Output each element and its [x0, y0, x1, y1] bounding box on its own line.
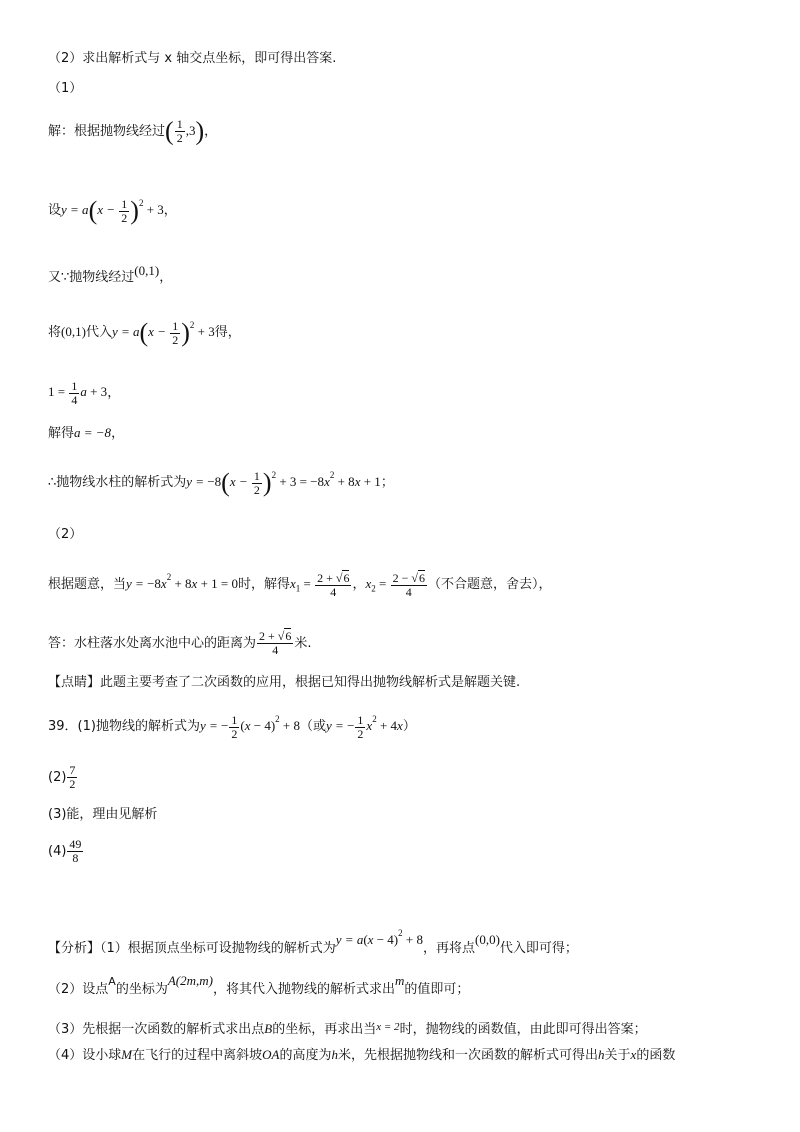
math: A(2m,m): [167, 973, 213, 988]
math: x: [630, 1047, 637, 1062]
text: 米，先根据抛物线和一次函数的解析式可得出: [338, 1048, 599, 1063]
text: 39．(1)抛物线的解析式为: [48, 719, 200, 734]
text: 又∵抛物线经过: [48, 270, 135, 285]
text: 的高度为: [279, 1048, 332, 1063]
text: (2): [48, 770, 67, 785]
math: (0,0): [474, 932, 500, 947]
text: 【分析】（1）根据顶点坐标可设抛物线的解析式为: [48, 941, 336, 956]
equation: y = a(x − $\frac{1}{2}$ )$^2$ + 3: [61, 196, 164, 226]
text-line: （1）: [48, 81, 83, 96]
text: ，: [163, 203, 177, 218]
text: （4）设小球: [48, 1048, 122, 1063]
equation: y = − $\frac{1}{2}$ $(x - 4)^2 + 8$: [199, 712, 300, 741]
text: 解：根据抛物线经过: [48, 124, 166, 139]
text-line: 【点睛】此题主要考查了二次函数的应用，根据已知得出抛物线解析式是解题关键.: [48, 675, 521, 690]
text-line: （2）求出解析式与 x 轴交点坐标，即可得出答案.: [48, 51, 337, 66]
text-line: [48, 764, 78, 791]
math: m: [394, 973, 405, 988]
math: M: [121, 1047, 133, 1062]
math: a = −8: [74, 425, 112, 440]
text: 得，: [214, 325, 241, 340]
text: 的坐标为: [115, 982, 168, 997]
text-line: [48, 710, 416, 741]
math: x = 2: [376, 1021, 400, 1033]
text-line: [48, 924, 578, 958]
math: A: [108, 975, 116, 988]
text-line: [48, 262, 172, 287]
text: 时，抛物线的函数值，由此即可得出答案；: [399, 1022, 647, 1037]
text: ）: [402, 719, 416, 734]
text: （不合题意，舍去），: [427, 577, 552, 592]
text: ，: [352, 577, 366, 592]
text-line: [48, 838, 84, 865]
text: 的函数: [636, 1048, 676, 1063]
text: ；: [380, 475, 394, 490]
text: ，: [204, 124, 218, 139]
equation: y = − $\frac{1}{2}$ $x^2 + 4x$: [326, 712, 403, 741]
text-line: [48, 466, 394, 497]
fraction: $\frac{2 + √6}{4}$: [259, 629, 292, 657]
text: 代入: [85, 325, 112, 340]
text: 解得: [48, 426, 75, 441]
equation: 1 = $\frac{1}{4}$ a + 3: [48, 379, 108, 407]
text: 根据题意，当: [48, 577, 127, 592]
text-line: [48, 1018, 647, 1039]
math: B: [264, 1021, 273, 1036]
text-line: [48, 380, 120, 407]
text: 在飞行的过程中离斜坡: [132, 1048, 263, 1063]
equation: $x_2$ = $\frac{2 - √6}{4}$: [365, 570, 425, 599]
text: 将: [48, 325, 62, 340]
text: （2）设点: [48, 982, 109, 997]
math: h: [331, 1047, 338, 1062]
equation: $y = a(x - 4)^2 + 8$: [335, 928, 423, 947]
equation: y = a(x − $\frac{1}{2}$ )$^2$ + 3: [111, 318, 215, 348]
math: OA: [262, 1047, 280, 1062]
text-line: [48, 194, 177, 225]
text-line: （2）: [48, 527, 83, 542]
text-line: (3)能，理由见解析: [48, 807, 158, 822]
text: （或: [300, 719, 327, 734]
text: 代入即可得；: [499, 941, 578, 956]
text-line: [48, 972, 469, 999]
text: ，: [159, 270, 173, 285]
text: 关于: [604, 1048, 631, 1063]
equation: $y = -8x^2 + 8x + 1 = 0$: [126, 572, 238, 591]
text-line: [48, 424, 124, 443]
text: ，将其代入抛物线的解析式求出: [212, 982, 395, 997]
math: (0,1): [134, 263, 160, 278]
text: ，: [107, 385, 121, 401]
text: 的坐标，再求出当: [272, 1022, 377, 1037]
math: (0,1): [61, 324, 86, 339]
math: ,3: [185, 123, 196, 138]
text: 时，解得: [237, 577, 290, 592]
equation: $x_1$ = $\frac{2 + √6}{4}$: [290, 570, 350, 599]
text-line: 解：根据抛物线经过( $\frac{1}{2}$ ,3)，: [48, 116, 218, 146]
text: ，再将点: [422, 941, 475, 956]
text: ，: [111, 426, 125, 441]
fraction: $\frac{49}{8}$: [69, 837, 82, 865]
text: 答：水柱落水处离水池中心的距离为: [48, 636, 257, 651]
text: ∴抛物线水柱的解析式为: [48, 475, 187, 490]
text: 米.: [294, 636, 312, 651]
text-line: [48, 630, 312, 657]
text: （3）先根据一次函数的解析式求出点: [48, 1022, 265, 1037]
math: h: [598, 1047, 605, 1062]
fraction: $\frac{1}{2}$: [176, 117, 183, 145]
text: 设: [48, 203, 62, 218]
text-line: [48, 568, 552, 599]
text-line: [48, 316, 241, 347]
text-line: [48, 1046, 675, 1065]
text: (4): [48, 844, 67, 859]
fraction: $\frac{7}{2}$: [69, 763, 76, 791]
equation: y = −8(x − $\frac{1}{2}$ )$^2 + 3 = -8x^2 + 8x + 1$: [186, 468, 381, 498]
text: 的值即可；: [404, 982, 470, 997]
